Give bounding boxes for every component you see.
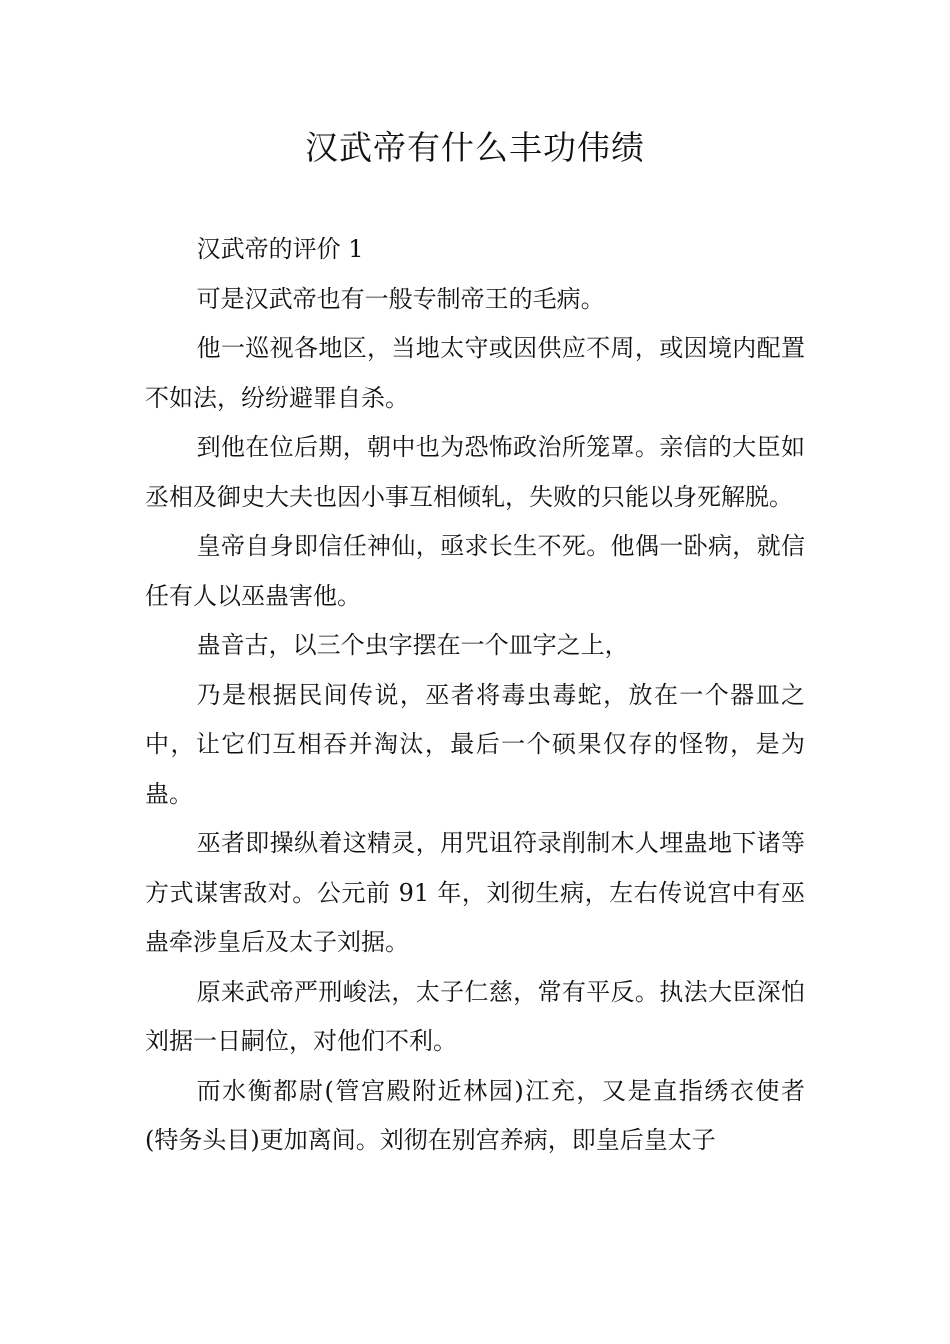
paragraph: 到他在位后期，朝中也为恐怖政治所笼罩。亲信的大臣如丞相及御史大夫也因小事互相倾轧，失败的只能以身死解脱。 — [145, 433, 805, 511]
paragraph: 皇帝自身即信任神仙，亟求长生不死。他偶一卧病，就信任有人以巫蛊害他。 — [145, 532, 805, 610]
document-body — [145, 225, 805, 1166]
document-title: 汉武帝有什么丰功伟绩 — [305, 128, 645, 167]
paragraph: 乃是根据民间传说，巫者将毒虫毒蛇，放在一个器皿之中，让它们互相吞并淘汰，最后一个硕果仅存的怪物，是为蛊。 — [145, 680, 805, 808]
paragraph: 巫者即操纵着这精灵，用咒诅符录削制木人埋蛊地下诸等方式谋害敌对。公元前 91 年，刘彻生病，左右传说宫中有巫蛊牵涉皇后及太子刘据。 — [145, 829, 805, 956]
paragraph: 他一巡视各地区，当地太守或因供应不周，或因境内配置不如法，纷纷避罪自杀。 — [145, 334, 805, 412]
paragraph: 蛊音古，以三个虫字摆在一个皿字之上， — [196, 631, 629, 659]
paragraph: 而水衡都尉(管宫殿附近林园)江充，又是直指绣衣使者 (特务头目)更加离间。刘彻在别宫养病，即皇后皇太子 — [145, 1076, 805, 1154]
paragraph: 汉武帝的评价 1 — [196, 235, 364, 263]
paragraph: 可是汉武帝也有一般专制帝王的毛病。 — [196, 284, 605, 313]
paragraph: 原来武帝严刑峻法，太子仁慈，常有平反。执法大臣深怕刘据一日嗣位，对他们不利。 — [145, 977, 805, 1055]
